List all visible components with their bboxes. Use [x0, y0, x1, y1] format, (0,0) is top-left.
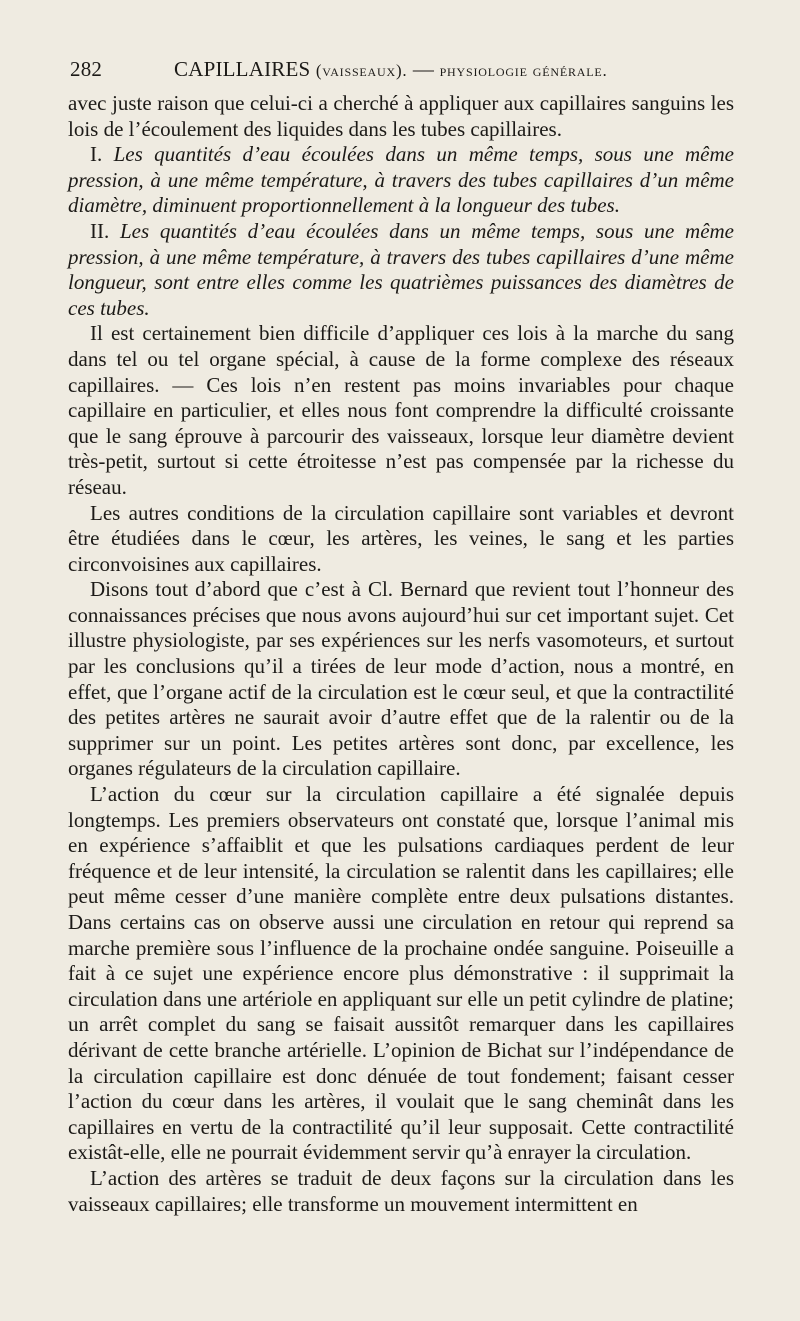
paragraph: L’action du cœur sur la circulation capillaire a été signalée depuis longtemps. Les premiers observateurs ont constaté que, lorsque l’animal mis en expérience s’affaiblit et que les pulsations cardiaques perdent de leur fréquence et de leur intensité, la circulation se ralentit dans les capillaires; elle peut même cesser d’une manière complète entre deux pulsations distantes. Dans certains cas on observe aussi une circulation en retour qui reprend sa marche première sous l’influence de la prochaine ondée sanguine. Poiseuille a fait à ce sujet une expérience encore plus démonstrative : il supprimait la circulation dans une artériole en appliquant sur elle un petit cylindre de platine; un arrêt complet du sang se faisait aussitôt remarquer dans les capillaires dérivant de cette branche artérielle. L’opinion de Bichat sur l’indépendance de la circulation capillaire est donc dénuée de tout fondement; faisant cesser l’action du cœur dans les artères, il voulait que le sang cheminât dans les capillaires en vertu de la contractilité qu’il leur supposait. Cette contractilité existât-elle, elle ne pourrait évidemment servir qu’à enrayer la circulation.	[68, 782, 734, 1165]
paragraph: Disons tout d’abord que c’est à Cl. Bernard que revient tout l’honneur des connaissances précises que nous avons aujourd’hui sur cet important sujet. Cet illustre physiologiste, par ses expériences sur les nerfs vasomoteurs, et surtout par les conclusions qu’il a tirées de leur mode d’action, nous a montré, en effet, que l’organe actif de la circulation est le cœur seul, et que la contractilité des petites artères ne saurait avoir d’autre effet que de la ralentir ou de la supprimer sur un point. Les petites artères sont donc, par excellence, les organes régulateurs de la circulation capillaire.	[68, 577, 734, 781]
law-number: I.	[90, 142, 103, 167]
paragraph: Les autres conditions de la circulation capillaire sont variables et devront être étudiées dans le cœur, les artères, les veines, le sang et les parties circonvoisines aux capillaires.	[68, 500, 734, 576]
law-number: II.	[90, 218, 110, 243]
law-text: Les quantités d’eau écoulées dans un même temps, sous une même pression, à une même température, à travers des tubes capillaires d’une même longueur, sont entre elles comme les quatrièmes puissances des diamètres de ces tubes.	[68, 218, 734, 320]
running-header	[70, 56, 732, 84]
law-2	[68, 219, 734, 321]
header-section: physiologie générale.	[439, 61, 608, 80]
page-number: 282	[70, 57, 103, 81]
law-text: Les quantités d’eau écoulées dans un même temps, sous une même pression, à une même température, à travers des tubes capillaires d’un même diamètre, diminuent proportionnellement à la longueur des tubes.	[68, 142, 734, 218]
body-text	[68, 91, 734, 1217]
paragraph-continuation: avec juste raison que celui-ci a cherché à appliquer aux capillaires sanguins les lois de l’écoulement des liquides dans les tubes capillaires.	[68, 91, 734, 141]
law-1	[68, 142, 734, 219]
paragraph: Il est certainement bien difficile d’appliquer ces lois à la marche du sang dans tel ou tel organe spécial, à cause de la forme complexe des réseaux capillaires. — Ces lois n’en restent pas moins invariables pour chaque capillaire en particulier, et elles nous font comprendre la difficulté croissante que le sang éprouve à parcourir des vaisseaux, lorsque leur diamètre devient très-petit, surtout si cette étroitesse n’est pas compensée par la richesse du réseau.	[68, 321, 734, 499]
header-title: CAPILLAIRES	[174, 57, 311, 81]
paragraph: L’action des artères se traduit de deux façons sur la circulation dans les vaisseaux capillaires; elle transforme un mouvement intermittent en	[68, 1165, 734, 1216]
header-subtitle: (vaisseaux).	[315, 61, 408, 80]
header-separator: —	[412, 57, 435, 81]
